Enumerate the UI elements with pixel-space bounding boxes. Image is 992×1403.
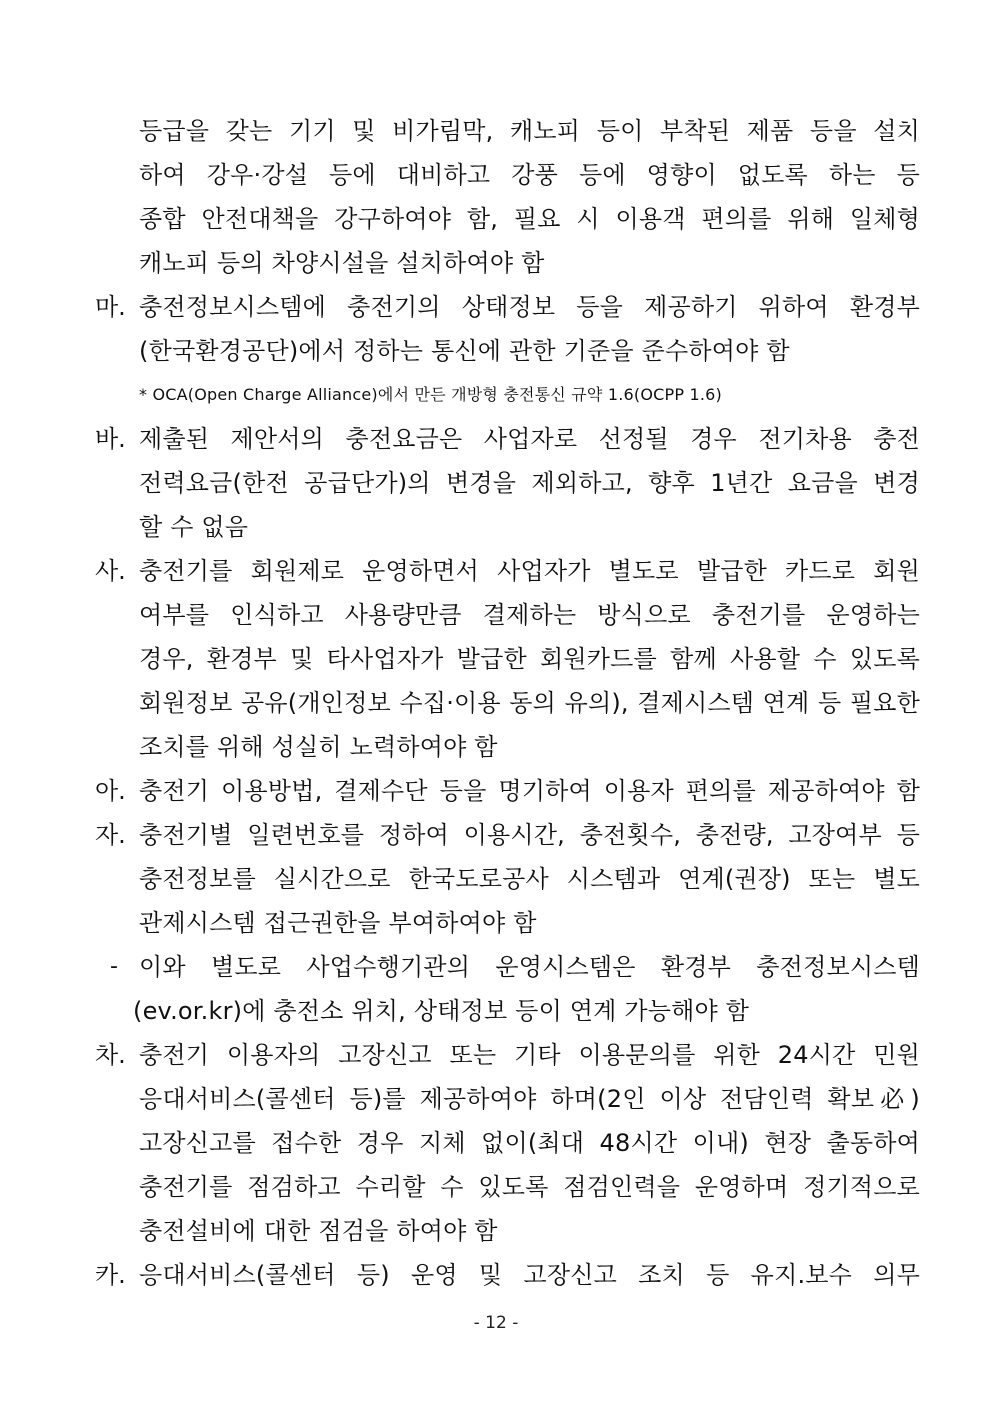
sub-item-marker: - xyxy=(110,954,118,979)
item-line: 경우, 환경부 및 타사업자가 발급한 회원카드를 함께 사용할 수 있도록 xyxy=(139,645,920,673)
item-line: 여부를 인식하고 사용량만큼 결제하는 방식으로 충전기를 운영하는 xyxy=(139,601,920,629)
continuation-line: 종합 안전대책을 강구하여야 함, 필요 시 이용객 편의를 위해 일체형 xyxy=(139,205,920,233)
continuation-line: 하여 강우·강설 등에 대비하고 강풍 등에 영향이 없도록 하는 등 xyxy=(139,161,920,189)
item-line: 충전기를 점검하고 수리할 수 있도록 점검인력을 운영하며 정기적으로 xyxy=(139,1173,920,1201)
item-line: 관제시스템 접근권한을 부여하여야 함 xyxy=(139,909,537,937)
item-line: 충전기별 일련번호를 정하여 이용시간, 충전횟수, 충전량, 고장여부 등 xyxy=(139,821,920,849)
item-line: 충전기를 회원제로 운영하면서 사업자가 별도로 발급한 카드로 회원 xyxy=(139,557,920,585)
page-number: - 12 - xyxy=(473,1313,519,1333)
item-marker: 자. xyxy=(95,821,126,849)
continuation-line: 등급을 갖는 기기 및 비가림막, 캐노피 등이 부착된 제품 등을 설치 xyxy=(139,117,920,145)
item-line: 제출된 제안서의 충전요금은 사업자로 선정될 경우 전기차용 충전 xyxy=(139,425,920,453)
item-line: 고장신고를 접수한 경우 지체 없이(최대 48시간 이내) 현장 출동하여 xyxy=(139,1129,920,1157)
item-line: 충전정보를 실시간으로 한국도로공사 시스템과 연계(권장) 또는 별도 xyxy=(139,865,920,893)
item-line: 충전설비에 대한 점검을 하여야 함 xyxy=(139,1217,498,1245)
sub-item-line: (ev.or.kr)에 충전소 위치, 상태정보 등이 연계 가능해야 함 xyxy=(133,997,750,1025)
item-line: 응대서비스(콜센터 등)를 제공하여야 하며(2인 이상 전담인력 확보必) xyxy=(139,1085,920,1113)
footnote: * OCA(Open Charge Alliance)에서 만든 개방형 충전통신 규약 1.6(OCPP 1.6) xyxy=(139,385,722,404)
continuation-line: 캐노피 등의 차양시설을 설치하여야 함 xyxy=(139,249,545,277)
sub-item-line: 이와 별도로 사업수행기관의 운영시스템은 환경부 충전정보시스템 xyxy=(139,953,920,981)
item-marker: 사. xyxy=(95,557,126,585)
item-marker: 카. xyxy=(95,1261,126,1289)
item-marker: 아. xyxy=(95,777,126,805)
item-line: 회원정보 공유(개인정보 수집·이용 동의 유의), 결제시스템 연계 등 필요한 xyxy=(139,689,920,717)
item-line: 충전기 이용방법, 결제수단 등을 명기하여 이용자 편의를 제공하여야 함 xyxy=(139,777,920,805)
item-line: 충전기 이용자의 고장신고 또는 기타 이용문의를 위한 24시간 민원 xyxy=(139,1041,920,1069)
item-line: 응대서비스(콜센터 등) 운영 및 고장신고 조치 등 유지.보수 의무 xyxy=(139,1261,920,1289)
item-marker: 마. xyxy=(95,293,126,321)
item-line: 전력요금(한전 공급단가)의 변경을 제외하고, 향후 1년간 요금을 변경 xyxy=(139,469,920,497)
item-marker: 바. xyxy=(95,425,126,453)
item-line: 충전정보시스템에 충전기의 상태정보 등을 제공하기 위하여 환경부 xyxy=(139,293,920,321)
item-line: 조치를 위해 성실히 노력하여야 함 xyxy=(139,733,498,761)
item-line: (한국환경공단)에서 정하는 통신에 관한 기준을 준수하여야 함 xyxy=(139,337,790,365)
item-marker: 차. xyxy=(95,1041,126,1069)
item-line: 할 수 없음 xyxy=(139,513,249,541)
